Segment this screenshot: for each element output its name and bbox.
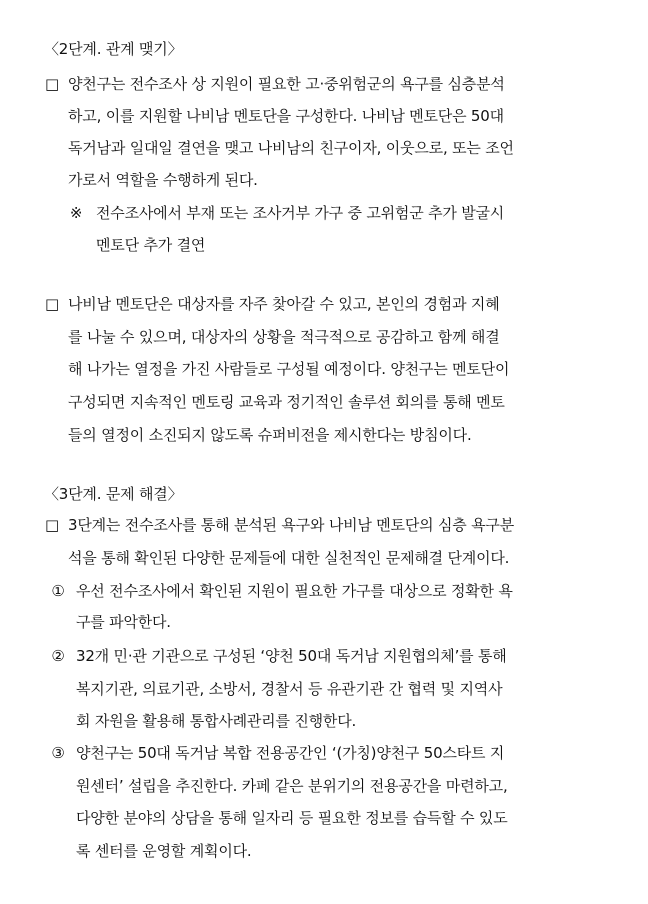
bullet-text-line: 하고, 이를 지원할 나비남 멘토단을 구성한다. 나비남 멘토단은 50대	[68, 107, 504, 125]
bullet-text-line: 3단계는 전수조사를 통해 분석된 욕구와 나비남 멘토단의 심층 욕구분	[68, 516, 515, 534]
circled-number-3-icon: ③	[51, 744, 65, 762]
numbered-item-text-line: 양천구는 50대 독거남 복합 전용공간인 ‘(가칭)양천구 50스타트 지	[76, 744, 505, 762]
section-heading-step2: 〈2단계. 관계 맺기〉	[44, 40, 183, 58]
numbered-item-text-line: 원센터’ 설립을 추진한다. 카페 같은 분위기의 전용공간을 마련하고,	[76, 777, 508, 795]
reference-mark-icon: ※	[69, 204, 83, 222]
numbered-item-text-line: 회 자원을 활용해 통합사례관리를 진행한다.	[76, 712, 357, 730]
numbered-item-text-line: 우선 전수조사에서 확인된 지원이 필요한 가구를 대상으로 정확한 욕	[76, 582, 513, 600]
square-bullet-icon: □	[45, 295, 59, 313]
numbered-item-text-line: 32개 민·관 기관으로 구성된 ‘양천 50대 독거남 지원협의체’를 통해	[76, 647, 507, 665]
bullet-text-line: 들의 열정이 소진되지 않도록 슈퍼비전을 제시한다는 방침이다.	[68, 426, 472, 444]
square-bullet-icon: □	[45, 516, 59, 534]
circled-number-2-icon: ②	[51, 647, 65, 665]
bullet-text-line: 가로서 역할을 수행하게 된다.	[68, 171, 258, 189]
bullet-text-line: 를 나눌 수 있으며, 대상자의 상황을 적극적으로 공감하고 함께 해결	[68, 328, 500, 346]
bullet-text-line: 석을 통해 확인된 다양한 문제들에 대한 실천적인 문제해결 단계이다.	[68, 549, 510, 567]
numbered-item-text-line: 록 센터를 운영할 계획이다.	[76, 842, 252, 860]
bullet-text-line: 독거남과 일대일 결연을 맺고 나비남의 친구이자, 이웃으로, 또는 조언	[68, 139, 514, 157]
bullet-text-line: 양천구는 전수조사 상 지원이 필요한 고·중위험군의 욕구를 심층분석	[68, 75, 505, 93]
bullet-text-line: 해 나가는 열정을 가진 사람들로 구성될 예정이다. 양천구는 멘토단이	[68, 360, 510, 378]
circled-number-1-icon: ①	[51, 582, 65, 600]
numbered-item-text-line: 복지기관, 의료기관, 소방서, 경찰서 등 유관기관 간 협력 및 지역사	[76, 680, 503, 698]
note-text-line: 전수조사에서 부재 또는 조사거부 가구 중 고위험군 추가 발굴시	[96, 204, 505, 222]
note-text-line: 멘토단 추가 결연	[96, 236, 206, 254]
square-bullet-icon: □	[45, 75, 59, 93]
numbered-item-text-line: 다양한 분야의 상담을 통해 일자리 등 필요한 정보를 습득할 수 있도	[76, 809, 508, 827]
section-heading-step3: 〈3단계. 문제 해결〉	[44, 485, 183, 503]
bullet-text-line: 나비남 멘토단은 대상자를 자주 찾아갈 수 있고, 본인의 경험과 지혜	[68, 295, 500, 313]
numbered-item-text-line: 구를 파악한다.	[76, 613, 171, 631]
bullet-text-line: 구성되면 지속적인 멘토링 교육과 정기적인 솔루션 회의를 통해 멘토	[68, 393, 505, 411]
